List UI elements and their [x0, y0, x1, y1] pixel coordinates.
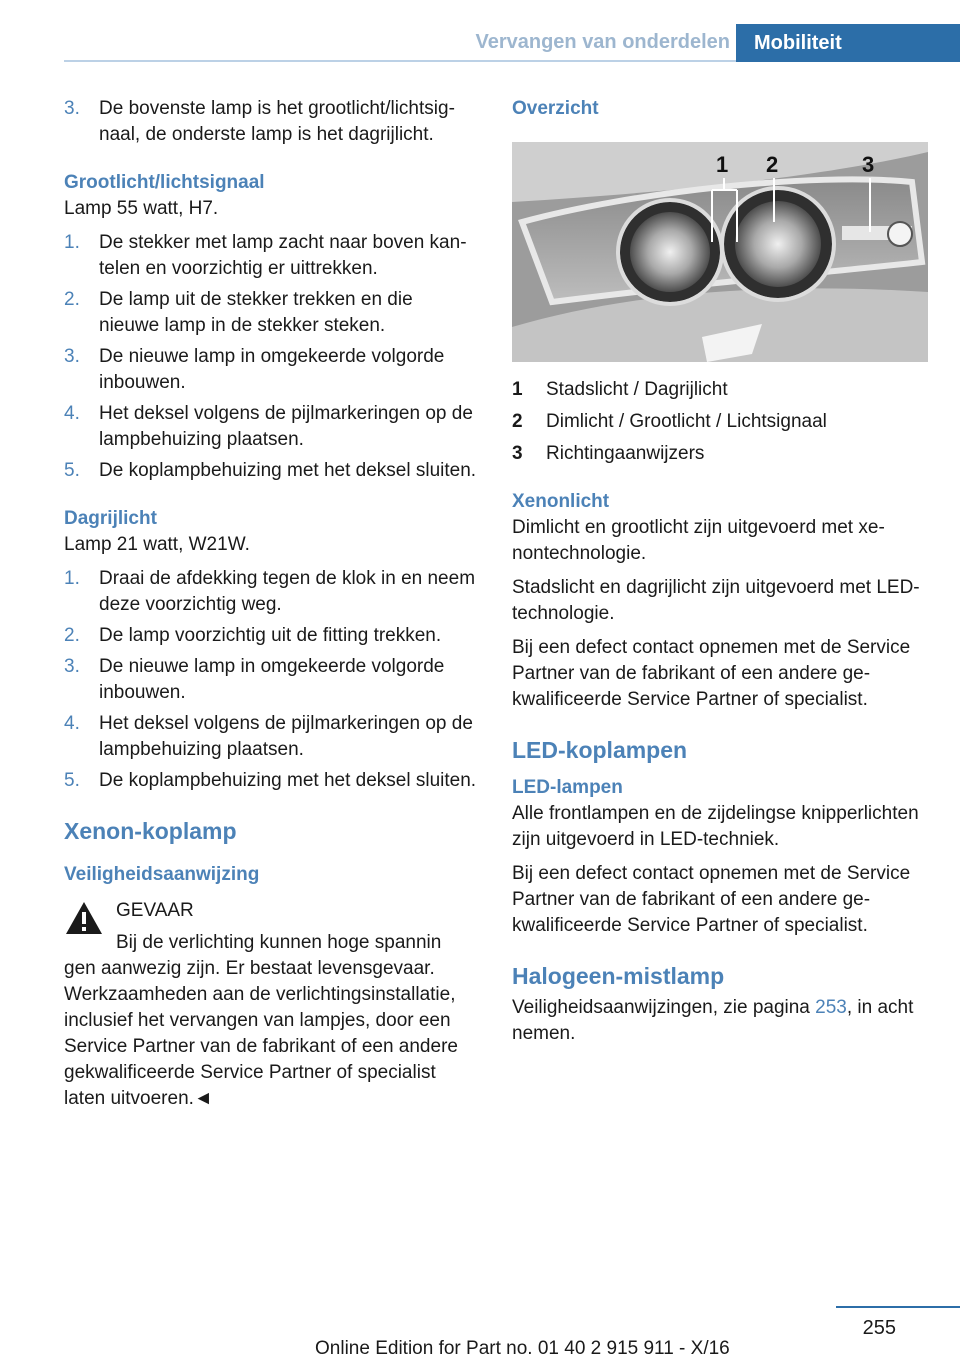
overview-heading: Overzicht	[512, 98, 599, 119]
top-steps	[64, 96, 478, 148]
xenonlight-paragraph: Dimlicht en grootlicht zijn uitgevoerd met xenontechnologie.	[512, 517, 885, 564]
step-number: 3.	[64, 656, 80, 677]
safety-heading: Veiligheidsaanwijzing	[64, 864, 260, 885]
step-number: 3.	[64, 346, 80, 367]
step-text: De bovenste lamp is het grootlicht/lichtsignaal, de onderste lamp is het dagrijlicht.	[99, 98, 455, 145]
step-number: 2.	[64, 625, 80, 646]
xenonlight-heading: Xenonlicht	[512, 491, 610, 512]
fog-text: , in acht nemen.	[512, 997, 914, 1044]
step-text: De lamp uit de stekker trekken en die nieuwe lamp in de stekker steken.	[99, 289, 413, 336]
step-item	[64, 711, 478, 763]
footer-rule	[836, 1306, 960, 1308]
legend-row	[512, 441, 928, 467]
step-text: De stekker met lamp zacht naar boven kantelen en voorzichtig er uittrekken.	[99, 232, 467, 279]
figure-label: 2	[766, 152, 779, 177]
step-text: De koplampbehuizing met het deksel sluiten.	[99, 770, 477, 791]
step-number: 1.	[64, 568, 80, 589]
header-section-title: Vervangen van onderdelen	[475, 31, 730, 53]
led-section-heading: LED-koplampen	[512, 737, 688, 763]
xenonlight-paragraph: Bij een defect contact opnemen met de Service Partner van de fabrikant of een andere gekwalificeerde Service Partner of specialist.	[512, 637, 911, 710]
step-item	[64, 230, 478, 282]
step-text: Draai de afdekking tegen de klok in en neem deze voorzichtig weg.	[99, 568, 476, 615]
step-number: 4.	[64, 713, 80, 734]
step-number: 5.	[64, 770, 80, 791]
step-item	[64, 401, 478, 453]
step-item	[64, 654, 478, 706]
step-item	[64, 768, 478, 794]
page-number: 255	[862, 1317, 896, 1339]
step-number: 5.	[64, 460, 80, 481]
step-text: De koplampbehuizing met het deksel sluiten.	[99, 460, 477, 481]
edition-footer: Online Edition for Part no. 01 40 2 915 911 - X/16	[315, 1338, 730, 1359]
xenonlight-paragraph: Stadslicht en dagrijlicht zijn uitgevoerd met LED-technologie.	[512, 577, 920, 624]
step-number: 4.	[64, 403, 80, 424]
daytime-steps	[64, 566, 478, 794]
step-item	[64, 623, 478, 649]
legend-key: 2	[512, 411, 523, 432]
legend-row	[512, 377, 928, 403]
right-column	[512, 96, 928, 1055]
high-beam-spec: Lamp 55 watt, H7.	[64, 198, 219, 219]
legend-key: 1	[512, 379, 523, 400]
step-item	[64, 96, 478, 148]
high-beam-steps	[64, 230, 478, 484]
figure-legend	[512, 377, 928, 467]
fog-text: Veiligheidsaanwijzingen, zie pagina	[512, 997, 816, 1018]
step-text: De lamp voorzichtig uit de fitting trekken.	[99, 625, 442, 646]
daytime-heading: Dagrijlicht	[64, 508, 157, 529]
step-number: 2.	[64, 289, 80, 310]
legend-text: Dimlicht / Grootlicht / Lichtsignaal	[546, 411, 827, 432]
xenon-section-heading: Xenon-koplamp	[64, 818, 237, 844]
page-reference-link[interactable]: 253	[815, 997, 847, 1018]
left-column	[64, 96, 478, 1112]
led-paragraph: Alle frontlampen en de zijdelingse knipperlichten zijn uitgevoerd in LED-techniek.	[512, 803, 919, 850]
led-paragraph: Bij een defect contact opnemen met de Service Partner van de fabrikant of een andere gekwalificeerde Service Partner of specialist.	[512, 863, 911, 936]
step-item	[64, 566, 478, 618]
figure-label: 3	[862, 152, 875, 177]
step-item	[64, 344, 478, 396]
led-lamps-heading: LED-lampen	[512, 777, 623, 798]
legend-text: Stadslicht / Dagrijlicht	[546, 379, 728, 400]
figure-label: 1	[716, 152, 729, 177]
danger-text: gen aanwezig zijn. Er bestaat levensgevaar. Werkzaamheden aan de verlichtingsinstallatie, inclusief het vervangen van lampjes, door een Service Partner van de fabrikant of een andere gekwalificeerde Service Partner of specialist laten uitvoeren.◄	[64, 958, 458, 1109]
step-text: De nieuwe lamp in omgekeerde volgorde inbouwen.	[99, 346, 445, 393]
step-text: Het deksel volgens de pijlmarkeringen op de lampbehuizing plaatsen.	[99, 403, 473, 450]
step-text: Het deksel volgens de pijlmarkeringen op de lampbehuizing plaatsen.	[99, 713, 473, 760]
danger-text-first-line: Bij de verlichting kunnen hoge spannin	[116, 932, 442, 953]
daytime-spec: Lamp 21 watt, W21W.	[64, 534, 250, 555]
step-item	[64, 287, 478, 339]
danger-notice	[64, 898, 478, 1112]
step-number: 1.	[64, 232, 80, 253]
warning-triangle-icon	[64, 900, 104, 936]
step-item	[64, 458, 478, 484]
legend-text: Richtingaanwijzers	[546, 443, 705, 464]
step-text: De nieuwe lamp in omgekeerde volgorde inbouwen.	[99, 656, 445, 703]
header-chapter-tab: Mobiliteit	[736, 24, 960, 62]
step-number: 3.	[64, 98, 80, 119]
high-beam-heading: Grootlicht/lichtsignaal	[64, 172, 265, 193]
legend-key: 3	[512, 443, 523, 464]
fog-section-heading: Halogeen-mistlamp	[512, 963, 725, 989]
danger-label: GEVAAR	[116, 900, 194, 921]
fog-paragraph	[512, 995, 928, 1047]
headlight-figure	[512, 142, 928, 362]
legend-row	[512, 409, 928, 435]
